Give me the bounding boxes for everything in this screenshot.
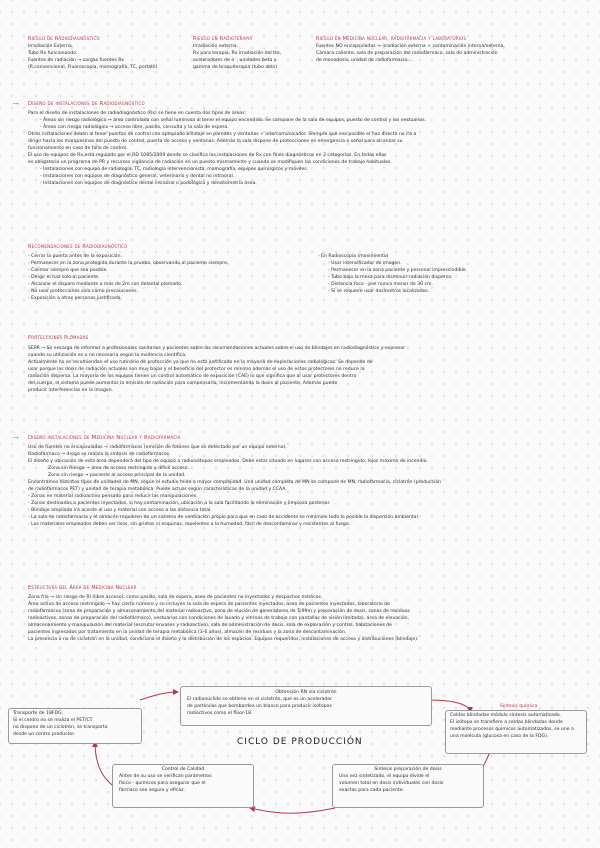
arrow-icon: ⟶ xyxy=(12,436,19,441)
box-line: Celdas blindadas módulo síntesis automatizado. xyxy=(450,713,562,718)
list-item: - Si se requiere usar dosímetros localizados. xyxy=(328,289,430,294)
body-line: Otras instalaciones deben al tener puertas de control con apropiado blindaje en paredes y ventanas + intercomunicador. Siempre que sea posible el haz directo no irá a xyxy=(28,132,417,137)
box-title: Síntesis preparación de dosis xyxy=(374,767,442,772)
list-item: - Cerrar la puerta antes de la exposición. xyxy=(28,254,122,259)
list-heading: - En Radioscopia (movimiento) xyxy=(318,254,389,259)
box-line: fármaco sea seguro y eficaz. xyxy=(119,788,186,793)
list-item: - Tubo bajo la mesa para disminuir radiación dispersa. xyxy=(328,275,453,280)
body-line: - Instalaciones con equipos de diagnóstico general, veterinario y dental no intraoral. xyxy=(40,174,235,179)
body-line: Para el diseño de instalaciones de radiodiagnóstico (Rx) se tiene en cuenta dos tipos de áreas: xyxy=(28,111,247,116)
body-line: cuando su utilización es o no necesaria según la evidencia científica. xyxy=(28,353,187,358)
box-line: una molécula (glucosa en caso de la FDG). xyxy=(450,734,549,739)
box-line: desde un centro productor. xyxy=(13,732,76,737)
box-line: exactas para cada paciente. xyxy=(339,788,405,793)
box-line: radiactivos como el flúor-18. xyxy=(187,711,253,716)
body-line: - Zonas en material radioactivo pensado para reducir las manipulaciones. xyxy=(28,494,198,499)
box-line: volumen total en dosis individuales con dosis xyxy=(339,781,444,786)
risk-line: Fuentes de radiación → cargas fuentes Rx xyxy=(28,58,125,63)
box-line: Si el centro no se realiza el PET/CT xyxy=(13,718,93,723)
body-line: - La sala de radiofarmacia y el almacén requieren de un sistema de ventilación propio para que en caso de accidente se minimice todo lo posible la dispersión ambiental. xyxy=(28,515,420,520)
body-line: de radiofármacos PET) y unidad de terapia metabólica. Puede actuar según características de la unidad y CCAA. xyxy=(28,487,287,492)
cycle-box-control-calidad xyxy=(112,764,254,808)
risk-line: Tubo Rx funcionando. xyxy=(28,51,78,56)
box-line: de partículas que bombardea un blanco para producir isótopos xyxy=(187,704,332,709)
risk-line: gamma de braquiterapia (tubo abts) xyxy=(193,65,278,70)
box-title: Transporte de 18FDG. xyxy=(13,711,64,716)
cycle-box-transporte xyxy=(8,708,142,744)
body-line: - Los materiales empleados deben ser lisos, sin grietas ni esquinas, repelentes a la humedad, fácil de descontaminar y resistentes al fuego. xyxy=(28,522,351,527)
body-line: El uso de equipos de Rx está regulado por el RD 1085/2009 donde se clasifica las instalaciones de Rx con fines diagnósticos en 3 categorías. En todas ellas xyxy=(28,153,387,158)
risk-line: Rx para terapia, Rx irradiación del tto, xyxy=(193,51,282,56)
box-title: Obtención RN vía ciclotrón xyxy=(275,690,337,695)
box-title: Síntesis química xyxy=(500,704,538,709)
box-line: El radionúclido se obtiene en el ciclotrón, que es un acelerador xyxy=(187,697,333,702)
section-title-diseno-rx: Diseño de instalaciones de Radiodiagnóstico xyxy=(28,101,145,107)
section-title-recomendaciones: Recomendaciones de Radiodiagnóstico xyxy=(28,244,128,250)
risk-line: Irradiación externa. xyxy=(193,44,238,49)
body-line: La presencia o no de ciclotrón en la unidad, condiciona el diseño y la distribución de los espacios. Equipos requeridos, instalaciones de acceso y distribuciones (blindaje). xyxy=(28,637,419,642)
body-line: pacientes ingresados por tratamiento en la unidad de terapia metabólica (3-6 años), almacén de residuos y la zona de descontaminación. xyxy=(28,630,347,635)
list-item: - No usar protecciones solo como precauciones. xyxy=(28,289,138,294)
body-line: del cuerpo, el sistema puede aumentar la emisión de radiación para compensarlo, incrementando la dosis al paciente. Además puede xyxy=(28,381,338,386)
body-line: - Áreas con riesgo radiológico → acceso libre, pasillo, consulta y la sala de espera. xyxy=(40,125,229,130)
box-line: Una vez sintetizado, el equipo divide el xyxy=(339,774,430,779)
section-title-diseno-mn: Diseño instalaciones de Medicina Nuclear y Radiofarmacia xyxy=(28,435,181,441)
list-item: - Exposición a otras personas justificada. xyxy=(28,296,123,301)
box-line: El isótopo se transfiere a celdas blindadas donde xyxy=(450,720,563,725)
section-title-protecciones: Protecciones Plomadas xyxy=(28,335,89,341)
body-line: - Zonas destinadas a pacientes inyectados, si hay contaminación, ubicación a la sala facilitando la eliminación y limpieza posterior. xyxy=(28,501,331,506)
body-line: almacenamiento y manipulación del material (escrutar envases y radioactivo), sala de administración de dosis, sala de exploración y control, habitaciones de xyxy=(28,623,392,628)
risk-line: aceleradores de e⁻, unidades beta y xyxy=(193,58,277,63)
body-line: radiofármacos (zona de preparación y almacenamiento del material radioactivo, zona de elución de generadores de Tc99m y preparación de dosis, zonas de residuos xyxy=(28,609,410,614)
list-item: - Permanecer en la zona paciente y personal imprescindible. xyxy=(328,268,468,273)
risk-title: Riesgo en Radioterapia xyxy=(193,36,253,42)
body-line: radioactivos, zonas de preparación del radiofármaco), vestuarios con condiciones de lavado y vitrinas de trabajo con pantallas de visión limitada), área de elevación, xyxy=(28,616,410,621)
cycle-title: CICLO DE PRODUCCIÓN xyxy=(237,737,363,747)
body-line: - Blindaje ampliado irá acorde al uso y material con acceso a las distancia total. xyxy=(28,508,212,513)
list-item: - Usar intensificador de imagen. xyxy=(328,261,402,266)
list-item: - Distancia foco - piel nunca menor de 30 cm. xyxy=(328,282,433,287)
body-line: Zona sin riesgo → paciente al acceso principal de la unidad. xyxy=(48,473,186,478)
body-line: - Instalaciones con equipo de radiología, TC, radiología intervencionista, mamografía, equipos quirúrgicos y móviles. xyxy=(40,167,309,172)
box-line: físico - químicos para asegurar que el xyxy=(119,781,206,786)
risk-title: Riesgo en Medicina nuclear, radiofarmacia y laboratorios xyxy=(316,36,467,42)
body-line: Área activa de acceso restringido → hay cierto número y se incluyen la sala de espera de pacientes inyectados, aseo de pacientes inyectados, laboratorio de xyxy=(28,602,390,607)
body-line: - Instalaciones con equipos de diagnóstico dental intraoral o podológico y densitometría ósea. xyxy=(40,181,257,186)
box-line: mediante procesos químicos automatizados, se une a xyxy=(450,727,574,732)
cycle-box-preparacion-dosis xyxy=(332,764,484,808)
list-item: - Permanecer en la zona protegida durante la prueba, observando al paciente siempre. xyxy=(28,261,229,266)
body-line: - Áreas sin riesgo radiológico → área controlada con señal luminosa al tener el equipo encendido. Se compone de la sala de equipos, puesto de control y los vestuarios. xyxy=(40,118,427,123)
risk-title: Riesgo de Radiodiagnóstico xyxy=(28,36,100,42)
list-item: - Dirigir el haz solo al paciente. xyxy=(28,275,100,280)
list-item: - Colimar siempre que sea posible. xyxy=(28,268,108,273)
risk-line: Cámara caliente, sala de preparación del radiofármaco, sala de administración xyxy=(316,51,498,56)
cycle-box-ciclotron xyxy=(180,686,432,726)
body-line: Zona fría → sin riesgo de RI (libre acceso), como pasillo, sala de espera, aseo de pacientes no inyectados y despachos médicos. xyxy=(28,595,323,600)
risk-line: Irradiación Externa. xyxy=(28,44,74,49)
risk-line: Fuentes NO encapsuladas → irradiación externa + contaminación interna/externa. xyxy=(316,44,505,49)
cycle-box-sintesis xyxy=(445,710,587,754)
box-line: Antes de su uso se verifican parámetros xyxy=(119,774,212,779)
body-line: dirigir hacia los marquesinas del puesto de control, puerta de acceso y ventanas. Además la sala dispone de protecciones en emergencia o señal para alcanzar su xyxy=(28,139,403,144)
body-line: Encontramos distintos tipos de unidades de MN, según el estudio mide a mayor complejidad. Una unidad completa de MN se compone de MN, radiofarmacia, ciclotrón (producción xyxy=(28,480,442,485)
risk-line: (R.convencional, Fluoroscopia, mamografía, TC, portátil) xyxy=(28,65,158,70)
body-line: radiación dispersa. La mayoría de los equipos tienen un control automático de exposición (CAE) lo que significa que al usar protectores dentro xyxy=(28,374,357,379)
list-item: - Alcanzar el disparo mediante a más de 2m con delantal plomado. xyxy=(28,282,183,287)
box-line: no dispone de un ciclotrón, se transporta xyxy=(13,725,108,730)
body-line: SEPR → Se encarga de informar a profesionales sanitarios y pacientes sobre las recomendaciones actuales sobre el uso de blindajes en radiodiagnóstico y expresar xyxy=(28,346,406,351)
risk-line: de monodosis, unidad de radiofarmacia ... xyxy=(316,58,414,63)
body-line: producir interferencias en la imagen. xyxy=(28,388,114,393)
body-line: Uso de fuentes no encapsuladas → radiofármacos (emisión de fotones que se detectado por un equipo externo). xyxy=(28,445,287,450)
section-title-estructura: Estructura del Área de Medicina Nuclear xyxy=(28,585,137,591)
arrow-icon: ⟶ xyxy=(12,102,19,107)
body-line: El diseño y ubicación de esta área dependerá del tipo de equipo a radioisótopos empleados. Debe estar situado en lugares con acceso restringido, lejos máximo de incendio. xyxy=(28,459,428,464)
body-line: Actualmente no se recomiendan el uso rutinario de protección ya que no está justificado en la mayoría de exploraciones radiológicas. Se depende de xyxy=(28,360,373,365)
box-title: Control de Calidad xyxy=(161,767,205,772)
body-line: es obligatorio un programa de PR y recursos vigilancia de radiación en un puesto mismamente y cuando se modifiquen las condiciones de trabajo habituales. xyxy=(28,160,392,165)
body-line: usar porque las dosis de radiación actuales son muy bajas y el beneficio del protector es mínimo además el uso de estos protectores no reduce la xyxy=(28,367,365,372)
body-line: funcionamiento en caso de fallo de control. xyxy=(28,146,128,151)
body-line: Zona sin Riesgo → área de acceso restringido y difícil acceso. xyxy=(48,466,189,471)
body-line: Radiofármaco → droga se realiza la síntesis de radiofármacos. xyxy=(28,452,171,457)
